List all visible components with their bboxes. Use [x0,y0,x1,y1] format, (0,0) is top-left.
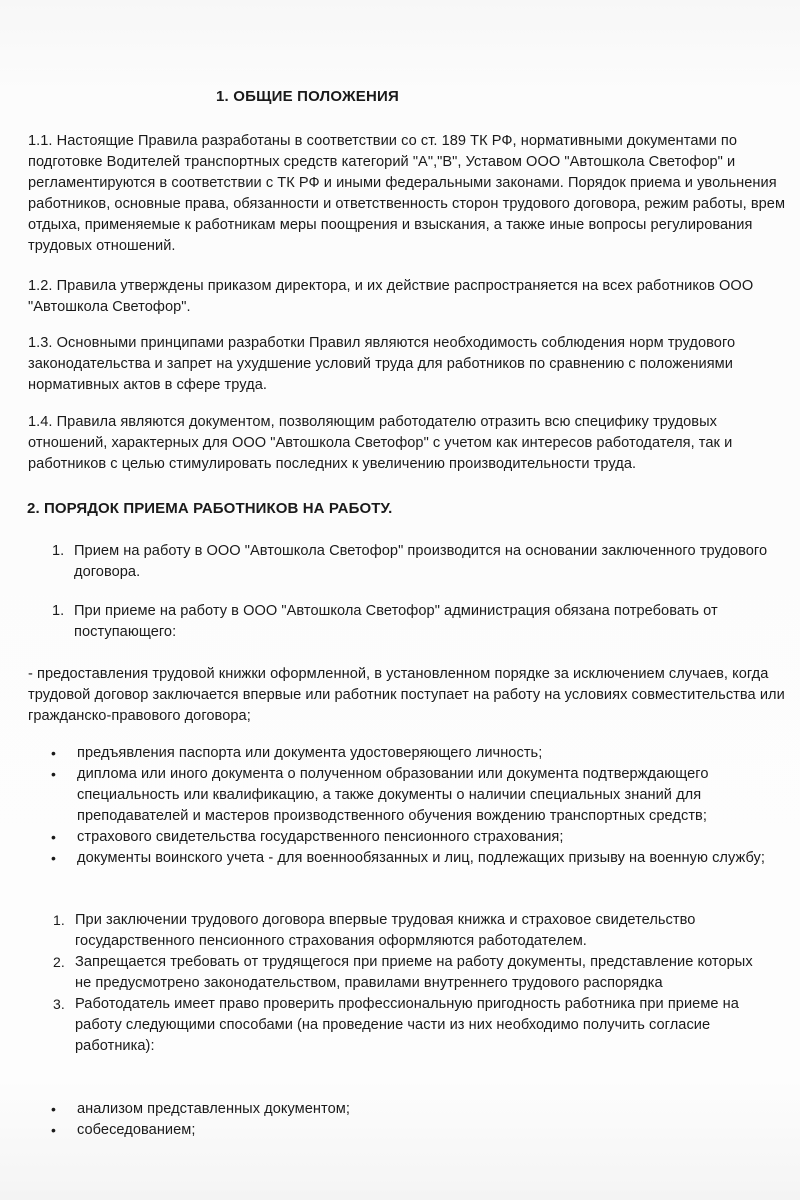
bullet-text: предъявления паспорта или документа удостоверяющего личность; [77,745,543,761]
item-number: 1. [53,912,65,928]
item-text: При заключении трудового договора впервые трудовая книжка и страховое свидетельство государственного пенсионного страхования оформляются работодателем. [75,912,696,949]
bullet-item [50,743,780,764]
bullet-item [50,764,780,827]
item-text: Прием на работу в ООО "Автошкола Светофор" производится на основании заключенного трудового договора. [74,543,768,580]
item-number: 1. [52,603,65,619]
item-number: 1. [52,543,65,559]
paragraph-1-3: 1.3. Основными принципами разработки Правил являются необходимость соблюдения норм трудового законодательства и запрет на ухудшение условий труда для работников по сравнению с положениями нормативных актов в сфере труда. [28,335,736,393]
section-1-heading: 1. ОБЩИЕ ПОЛОЖЕНИЯ [216,88,399,105]
dash-paragraph: - предоставления трудовой книжки оформленной, в установленном порядке за исключением случаев, когда трудовой договор заключается впервые или работник поступает на работу на условиях совместительства или гражданско-правового договора; [28,666,785,724]
bullet-text: страхового свидетельства государственного пенсионного страхования; [77,829,564,845]
numbered-item [52,994,772,1057]
bullet-item [50,1120,780,1141]
bullet-icon: • [51,829,56,845]
paragraph-1-4: 1.4. Правила являются документом, позволяющим работодателю отразить всю специфику трудовых отношений, характерных для ООО "Автошкола Светофор" с учетом как интересов работодателя, так и работников с целью стимулировать последних к увеличению производительности труда. [28,414,733,472]
item-number: 2. [53,954,65,970]
bullet-item [50,1099,780,1120]
numbered-item [52,601,772,643]
bullet-icon: • [51,766,56,782]
numbered-list [52,910,772,1057]
numbered-item [52,910,772,952]
item-number: 3. [53,996,65,1012]
numbered-item [52,541,772,583]
bullet-icon: • [51,850,56,866]
bullet-text: диплома или иного документа о полученном образовании или документа подтверждающего специальность или квалификацию, а также документы о наличии специальных знаний для преподавателей и мастеров производственного обучения вождению транспортных средств; [77,766,709,824]
section-2-heading: 2. ПОРЯДОК ПРИЕМА РАБОТНИКОВ НА РАБОТУ. [27,500,393,517]
item-text: Работодатель имеет право проверить профессиональную пригодность работника при приеме на работу следующими способами (на проведение части из них необходимо получить согласие работника): [75,996,739,1054]
bullet-list [50,1099,780,1141]
bullet-icon: • [51,1122,56,1138]
item-text: При приеме на работу в ООО "Автошкола Светофор" администрация обязана потребовать от поступающего: [74,603,718,640]
bullet-item [50,827,780,848]
bullet-icon: • [51,745,56,761]
bullet-text: документы воинского учета - для военнообязанных и лиц, подлежащих призыву на военную службу; [77,850,766,866]
bullet-list [50,743,780,869]
paragraph-1-1: 1.1. Настоящие Правила разработаны в соответствии со ст. 189 ТК РФ, нормативными документами по подготовке Водителей транспортных средств категорий "А","В", Уставом ООО "Автошкола Светофор" и регламентируются в соответствии с ТК РФ и иными федеральными законами. Порядок приема и увольнения работников, основные права, обязанности и ответственность сторон трудового договора, режим работы, врем отдыха, применяемые к работникам меры поощрения и взыскания, а также иные вопросы регулирования трудовых отношений. [28,133,786,254]
bullet-text: анализом представленных документом; [77,1101,350,1117]
paragraph-1-2: 1.2. Правила утверждены приказом директора, и их действие распространяется на всех работников ООО "Автошкола Светофор". [28,278,754,315]
bullet-icon: • [51,1101,56,1117]
bullet-item [50,848,780,869]
item-text: Запрещается требовать от трудящегося при приеме на работу документы, представление которых не предусмотрено законодательством, правилами внутреннего трудового распорядка [75,954,753,991]
numbered-item [52,952,772,994]
bullet-text: собеседованием; [77,1122,196,1138]
